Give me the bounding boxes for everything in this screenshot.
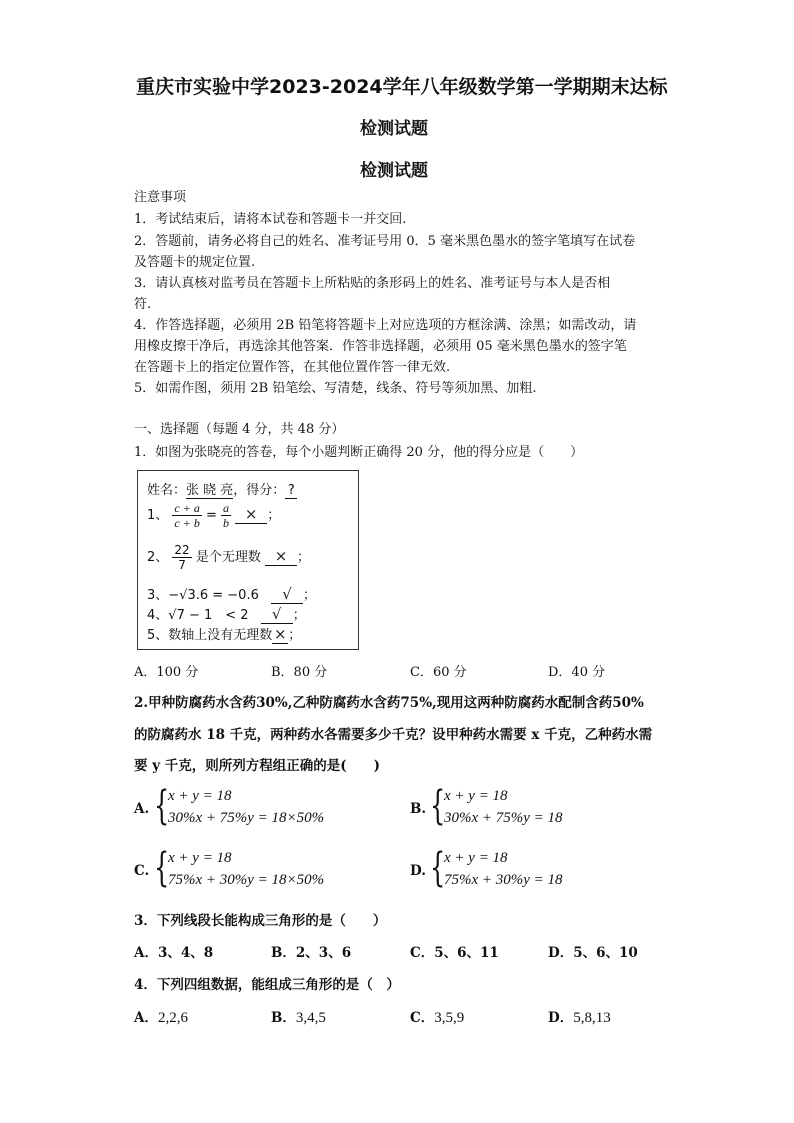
notice-line: 2．答题前，请务必将自己的姓名、准考证号用 0．5 毫米黑色墨水的签字笔填写在试卷 [134, 234, 636, 249]
page-subtitle-repeat: 检测试题 [360, 161, 428, 181]
option-label: B． [271, 1010, 296, 1026]
page-title: 重庆市实验中学2023-2024学年八年级数学第一学期期末达标 [136, 76, 668, 98]
card-item-1-number: 1、 [147, 508, 169, 523]
brace-icon: { [430, 845, 446, 891]
question-1-stem: 1．如图为张晓亮的答卷，每个小题判断正确得 20 分，他的得分应是（ ） [134, 445, 584, 460]
card-item-2 [147, 543, 310, 572]
option-c: C．60 分 [410, 665, 467, 680]
equation-2: 75%x + 30%y = 18 [444, 872, 563, 888]
notice-line: 用橡皮擦干净后，再选涂其他答案．作答非选择题，必须用 05 毫米黑色墨水的签字笔 [134, 339, 627, 354]
option-label: B. [410, 801, 427, 817]
option-value: 3,4,5 [295, 1010, 326, 1026]
q4-option-c [410, 1006, 464, 1027]
option-a: A．3、4、8 [134, 945, 214, 961]
question-2-line: 2.甲种防腐药水含药30%,乙种防腐药水含药75%,现用这两种防腐药水配制含药50% [134, 695, 644, 711]
q4-option-d [548, 1006, 611, 1027]
equation-2: 30%x + 75%y = 18×50% [168, 810, 325, 826]
page-subtitle: 检测试题 [360, 119, 428, 139]
notice-line: 4．作答选择题，必须用 2B 铅笔将答题卡上对应选项的方框涂满、涂黑；如需改动，请 [134, 318, 637, 333]
fraction-numerator: 22 [174, 543, 190, 557]
card-item-5-text: 5、数轴上没有无理数 [147, 628, 273, 643]
semicolon: ； [297, 550, 311, 565]
equals-sign: = [206, 508, 217, 523]
check-mark-icon: √ [271, 585, 303, 604]
option-b: B．2、3、6 [271, 945, 352, 961]
cross-mark-icon: × [235, 505, 267, 524]
option-label: D． [548, 1010, 574, 1026]
option-value: 2,2,6 [157, 1010, 188, 1026]
q4-option-a [134, 1006, 188, 1027]
option-value: 3,5,9 [434, 1010, 465, 1026]
question-2-line: 要 y 千克，则所列方程组正确的是( ) [134, 758, 381, 774]
equation-2: 75%x + 30%y = 18×50% [168, 872, 325, 888]
option-label: C． [410, 1010, 435, 1026]
section-heading: 一、选择题（每题 4 分，共 48 分） [134, 422, 345, 437]
option-a: A．100 分 [134, 665, 199, 680]
option-d: D．5、6、10 [548, 945, 638, 961]
option-value: 5,8,13 [573, 1010, 611, 1026]
equation-1: x + y = 18 [444, 850, 508, 866]
question-4-stem: 4．下列四组数据，能组成三角形的是（ ） [134, 977, 400, 993]
card-item-1-right-fraction [221, 501, 231, 530]
card-item-4 [147, 604, 306, 624]
brace-icon: { [430, 783, 446, 829]
card-item-5 [147, 624, 301, 644]
card-name-row [147, 479, 297, 499]
notice-line: 5．如需作图，须用 2B 铅笔绘、写清楚，线条、符号等须加黑、加粗. [134, 381, 537, 396]
equation-1: x + y = 18 [168, 788, 232, 804]
cross-mark-icon: × [265, 547, 297, 566]
cross-mark-icon: × [273, 625, 287, 643]
card-item-4-number: 4、 [147, 608, 169, 623]
brace-icon: { [154, 783, 170, 829]
notice-line: 符. [134, 297, 152, 312]
card-item-2-number: 2、 [147, 550, 169, 565]
option-d: D．40 分 [548, 665, 606, 680]
check-mark-icon: √ [261, 605, 293, 624]
card-item-3-expression: −√3.6 = −0.6 [168, 588, 259, 603]
semicolon: ； [267, 508, 281, 523]
q4-option-b [271, 1006, 326, 1027]
option-c: C．5、6、11 [410, 945, 499, 961]
card-name-label: 姓名： [147, 483, 187, 498]
fraction-numerator: c + a [174, 501, 200, 515]
notice-line: 在答题卡上的指定位置作答，在其他位置作答一律无效. [134, 360, 451, 375]
equation-1: x + y = 18 [168, 850, 232, 866]
notice-line: 3．请认真核对监考员在答题卡上所粘贴的条形码上的姓名、准考证号与本人是否相 [134, 276, 611, 291]
card-item-1-left-fraction [172, 501, 201, 530]
fraction-denominator: b [223, 516, 230, 530]
card-name-value: 张 晓 亮 [186, 479, 233, 499]
card-score-value: ? [285, 483, 297, 499]
semicolon: ； [303, 588, 317, 603]
notice-line: 及答题卡的规定位置. [134, 255, 256, 270]
card-score-label: ，得分： [233, 483, 286, 498]
card-item-2-text: 是个无理数 [195, 550, 261, 565]
notice-line: 1．考试结束后，请将本试卷和答题卡一并交回. [134, 212, 407, 227]
option-b: B．80 分 [271, 665, 328, 680]
card-item-2-fraction [172, 543, 191, 572]
fraction-numerator: a [223, 501, 230, 515]
fraction-denominator: 7 [178, 558, 186, 572]
answer-card-figure [137, 470, 359, 650]
brace-icon: { [154, 845, 170, 891]
question-2-line: 的防腐药水 18 千克，两种药水各需要多少千克？设甲种药水需要 x 千克，乙种药水需 [134, 727, 653, 743]
semicolon: ； [292, 608, 306, 623]
card-item-3-number: 3、 [147, 588, 169, 603]
card-item-4-expression: √7 − 1 < 2 [168, 608, 249, 623]
option-label: D. [410, 863, 426, 879]
equation-1: x + y = 18 [444, 788, 508, 804]
card-item-3 [147, 584, 316, 604]
question-3-stem: 3．下列线段长能构成三角形的是（ ） [134, 913, 387, 929]
equation-2: 30%x + 75%y = 18 [444, 810, 563, 826]
option-label: A. [134, 801, 150, 817]
option-label: C. [134, 863, 150, 879]
card-item-1 [147, 501, 280, 530]
fraction-denominator: c + b [174, 516, 200, 530]
option-label: A． [134, 1010, 158, 1026]
notice-heading: 注意事项 [134, 190, 187, 205]
semicolon: ； [288, 628, 302, 643]
